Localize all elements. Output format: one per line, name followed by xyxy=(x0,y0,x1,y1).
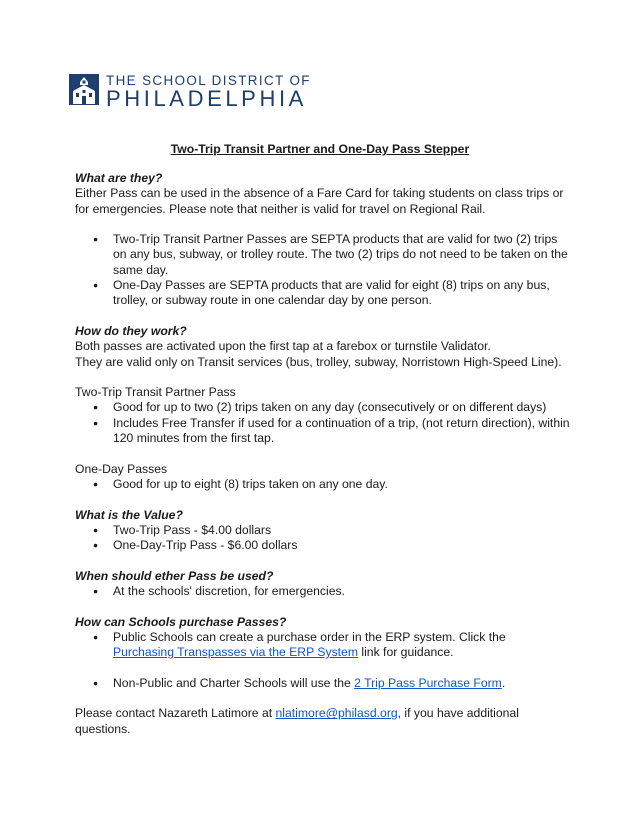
two-trip-label: Two-Trip Transit Partner Pass xyxy=(75,385,236,400)
nonpublic-schools-text: Non-Public and Charter Schools will use the xyxy=(113,675,355,690)
district-logo xyxy=(69,73,311,111)
public-schools-suffix: link for guidance. xyxy=(358,645,454,660)
value-bullet-list xyxy=(75,523,570,554)
logo-line-2: PHILADELPHIA xyxy=(106,86,307,111)
list-item: ● Includes Free Transfer if used for a continuation of a trip, (not return direction), within 120 minutes from the first tap. xyxy=(75,416,570,447)
document-body xyxy=(75,171,570,737)
one-day-bullet-list xyxy=(75,477,570,492)
contact-suffix: , if you have additional questions. xyxy=(75,706,519,736)
purchase-bullet-list xyxy=(75,630,570,661)
list-item: ● Good for up to two (2) trips taken on any day (consecutively or on different days) xyxy=(75,400,570,415)
purchase-bullet-list-2 xyxy=(75,676,570,691)
section-heading-purchase: How can Schools purchase Passes? xyxy=(75,614,287,629)
erp-guide-link[interactable]: Purchasing Transpasses via the ERP System xyxy=(113,645,358,660)
two-trip-bullet-list xyxy=(75,400,570,446)
contact-line xyxy=(75,706,570,737)
section-body-what: Either Pass can be used in the absence of a Fare Card for taking students on class trips or for emergencies. Please note that neither is valid for travel on Regional Rail. xyxy=(75,186,564,216)
nonpublic-schools-suffix: . xyxy=(501,675,506,690)
section-heading-when: When should ether Pass be used? xyxy=(75,568,274,583)
list-item: ● Two-Trip Transit Partner Passes are SEPTA products that are valid for two (2) trips on any bus, subway, or trolley route. The two (2) trips do not need to be taken on the same day. xyxy=(75,232,570,278)
list-item: ● One-Day-Trip Pass - $6.00 dollars xyxy=(75,538,570,553)
public-schools-text: Public Schools can create a purchase order in the ERP system. Click the xyxy=(113,629,506,644)
page-title: Two-Trip Transit Partner and One-Day Pass Stepper xyxy=(170,142,470,156)
list-item: ● At the schools' discretion, for emergencies. xyxy=(75,584,570,599)
logo-wordmark xyxy=(106,74,311,109)
list-item xyxy=(75,630,570,661)
list-item: ● One-Day Passes are SEPTA products that are valid for eight (8) trips on any bus, trolley, or subway route in one calendar day by one person. xyxy=(75,278,570,309)
section-body-how-1: Both passes are activated upon the first tap at a farebox or turnstile Validator. xyxy=(75,339,491,354)
school-building-icon xyxy=(69,74,99,105)
what-bullet-list xyxy=(75,232,570,308)
logo-line-1: THE SCHOOL DISTRICT OF xyxy=(106,73,311,88)
list-item: ● Good for up to eight (8) trips taken on any one day. xyxy=(75,477,570,492)
contact-prefix: Please contact Nazareth Latimore at xyxy=(75,706,276,721)
purchase-form-link[interactable]: 2 Trip Pass Purchase Form xyxy=(354,675,502,690)
section-body-how-2: They are valid only on Transit services (bus, trolley, subway, Norristown High-Speed Line). xyxy=(75,354,562,369)
section-heading-how: How do they work? xyxy=(75,323,187,338)
contact-email-link[interactable]: nlatimore@philasd.org xyxy=(275,706,398,721)
when-bullet-list xyxy=(75,584,570,599)
list-item: ● Two-Trip Pass - $4.00 dollars xyxy=(75,523,570,538)
section-heading-what: What are they? xyxy=(75,171,163,185)
list-item xyxy=(75,676,570,691)
section-heading-value: What is the Value? xyxy=(75,507,183,522)
one-day-label: One-Day Passes xyxy=(75,461,168,476)
